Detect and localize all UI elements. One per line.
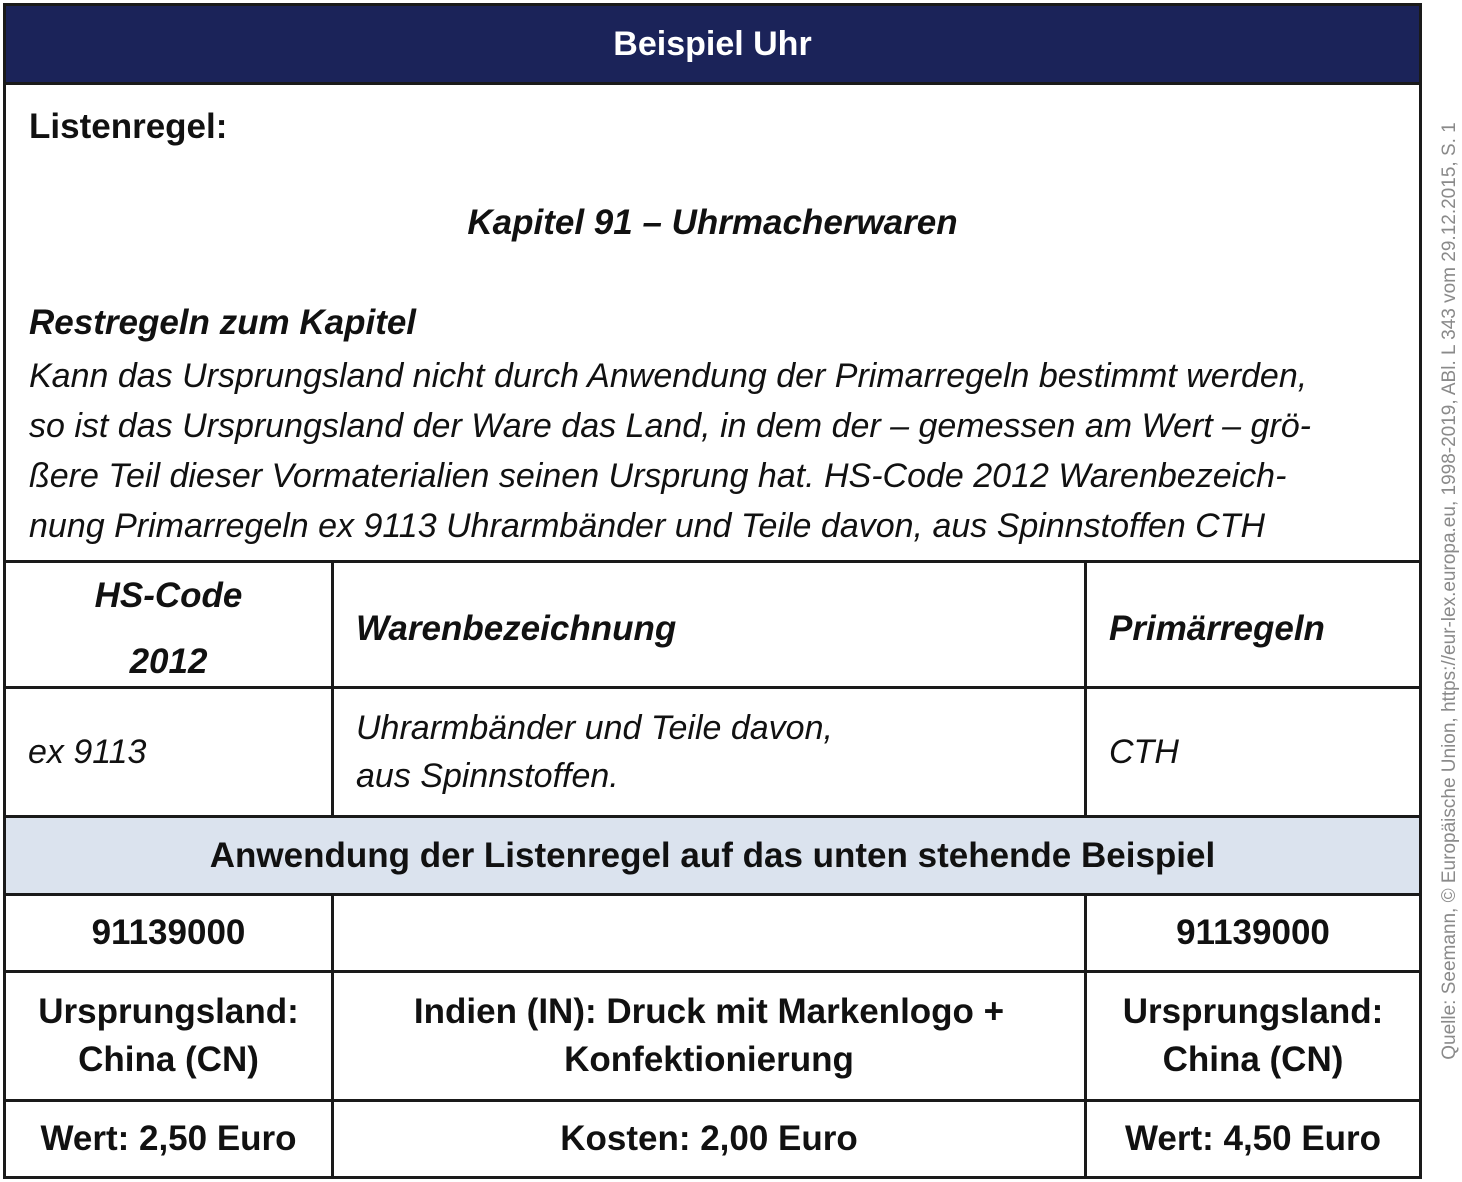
application-band bbox=[6, 818, 1419, 896]
header-primary-rules-label: Primärregeln bbox=[1109, 609, 1325, 648]
table-header-row bbox=[6, 563, 1419, 689]
header-description-label: Warenbezeichnung bbox=[356, 609, 677, 648]
header-hs-code-line2: 2012 bbox=[129, 642, 208, 681]
application-code-row bbox=[6, 896, 1419, 973]
value-right-text: Wert: 4,50 Euro bbox=[1124, 1119, 1382, 1158]
code-left bbox=[6, 896, 334, 970]
cost-middle-text: Kosten: 2,00 Euro bbox=[560, 1119, 858, 1158]
cell-description bbox=[334, 689, 1087, 815]
residual-rules-text bbox=[29, 351, 1409, 551]
table-title-bar bbox=[6, 6, 1419, 85]
residual-rules-line: ßere Teil dieser Vormaterialien seinen Ursprung hat. HS-Code 2012 Warenbezeich- bbox=[29, 457, 1287, 495]
origin-right-line1: Ursprungsland: bbox=[1122, 992, 1384, 1031]
cell-hs-code-value: ex 9113 bbox=[28, 733, 147, 771]
header-description bbox=[334, 563, 1087, 695]
residual-rules-line: so ist das Ursprungsland der Ware das Land, in dem der – gemessen am Wert – grö- bbox=[29, 407, 1311, 445]
value-left bbox=[6, 1102, 334, 1176]
value-left-text: Wert: 2,50 Euro bbox=[40, 1119, 297, 1158]
value-right bbox=[1087, 1102, 1419, 1176]
application-value-row bbox=[6, 1102, 1419, 1176]
list-rule-section bbox=[6, 85, 1419, 563]
code-right bbox=[1087, 896, 1419, 970]
residual-rules-heading: Restregeln zum Kapitel bbox=[29, 303, 417, 342]
cell-hs-code bbox=[6, 689, 334, 815]
origin-left-line1: Ursprungsland: bbox=[38, 992, 299, 1031]
cell-primary-rules bbox=[1087, 689, 1419, 815]
application-origin-row bbox=[6, 973, 1419, 1102]
table-row bbox=[6, 689, 1419, 818]
code-middle bbox=[334, 896, 1087, 970]
origin-left-line2: China (CN) bbox=[78, 1040, 259, 1079]
origin-right-line2: China (CN) bbox=[1162, 1040, 1344, 1079]
residual-rules-line: Kann das Ursprungsland nicht durch Anwendung der Primarregeln bestimmt werden, bbox=[29, 357, 1308, 395]
residual-rules-line: nung Primarregeln ex 9113 Uhrarmbänder und Teile davon, aus Spinnstoffen CTH bbox=[29, 507, 1266, 545]
header-primary-rules bbox=[1087, 563, 1419, 695]
header-hs-code bbox=[6, 563, 334, 695]
header-hs-code-line1: HS-Code bbox=[94, 576, 243, 615]
example-table bbox=[3, 3, 1422, 1179]
process-middle bbox=[334, 973, 1087, 1099]
table-title: Beispiel Uhr bbox=[613, 24, 812, 63]
code-right-value: 91139000 bbox=[1176, 913, 1330, 952]
cell-primary-rules-value: CTH bbox=[1109, 733, 1179, 771]
chapter-heading: Kapitel 91 – Uhrmacherwaren bbox=[467, 203, 958, 242]
cost-middle bbox=[334, 1102, 1087, 1176]
source-note: Quelle: Seemann, © Europäische Union, https://eur-lex.europa.eu, 1998-2019, ABl. L 343 vom 29.12.2015, S. 1 bbox=[1439, 122, 1460, 1060]
cell-description-line1: Uhrarmbänder und Teile davon, bbox=[356, 709, 833, 747]
process-line2: Konfektionierung bbox=[564, 1040, 854, 1079]
origin-right bbox=[1087, 973, 1419, 1099]
application-band-label: Anwendung der Listenregel auf das unten stehende Beispiel bbox=[209, 835, 1216, 875]
code-left-value: 91139000 bbox=[91, 913, 246, 952]
origin-left bbox=[6, 973, 334, 1099]
cell-description-line2: aus Spinnstoffen. bbox=[356, 757, 619, 795]
process-line1: Indien (IN): Druck mit Markenlogo + bbox=[413, 992, 1005, 1031]
list-rule-label: Listenregel: bbox=[29, 107, 228, 146]
